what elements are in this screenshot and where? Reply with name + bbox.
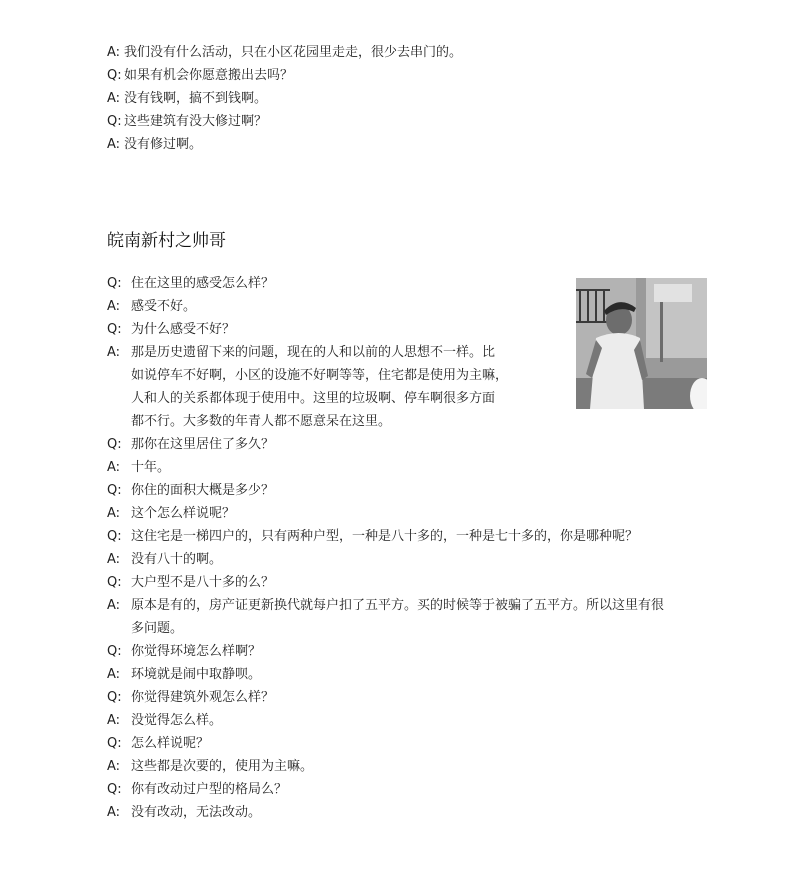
qa-text: 你觉得环境怎么样啊？ <box>131 644 262 659</box>
speaker-label: A: <box>107 45 121 60</box>
qa-text: 这些建筑有没大修过啊？ <box>124 114 268 129</box>
qa-line <box>107 64 462 87</box>
speaker-label: Q: <box>107 437 122 452</box>
speaker-label: A: <box>107 299 121 314</box>
qa-text: 这住宅是一梯四户的，只有两种户型，一种是八十多的，一种是七十多的，你是哪种呢？ <box>131 529 639 544</box>
qa-text-line: 原本是有的，房产证更新换代就每户扣了五平方。买的时候等于被骗了五平方。所以这里有很 <box>131 598 665 613</box>
qa-item <box>107 755 664 778</box>
qa-item <box>107 640 664 663</box>
qa-text: 这个怎么样说呢？ <box>131 506 236 521</box>
qa-line <box>107 87 462 110</box>
intro-qa-list <box>107 41 462 156</box>
speaker-label: A: <box>107 552 121 567</box>
speaker-label: A: <box>107 759 121 774</box>
qa-line <box>107 110 462 133</box>
speaker-label: Q: <box>107 736 122 751</box>
speaker-label: A: <box>107 345 121 360</box>
qa-item <box>107 295 664 318</box>
speaker-label: Q: <box>107 575 122 590</box>
qa-text-line: 都不行。大多数的年青人都不愿意呆在这里。 <box>131 414 392 429</box>
speaker-label: Q: <box>107 782 122 797</box>
speaker-label: Q: <box>107 68 122 83</box>
qa-text: 环境就是闹中取静呗。 <box>131 667 262 682</box>
speaker-label: A: <box>107 598 121 613</box>
qa-text: 你住的面积大概是多少？ <box>131 483 275 498</box>
qa-item <box>107 479 664 502</box>
speaker-label: Q: <box>107 322 122 337</box>
qa-text: 感受不好。 <box>131 299 197 314</box>
qa-text: 没觉得怎么样。 <box>131 713 223 728</box>
qa-item <box>107 456 664 479</box>
qa-text: 住在这里的感受怎么样？ <box>131 276 275 291</box>
qa-text-line: 如说停车不好啊，小区的设施不好啊等等，住宅都是使用为主嘛， <box>131 368 509 383</box>
qa-text: 没有钱啊，搞不到钱啊。 <box>124 91 268 106</box>
qa-text: 十年。 <box>131 460 171 475</box>
interview-qa-list <box>107 272 664 824</box>
speaker-label: Q: <box>107 114 122 129</box>
qa-text: 你觉得建筑外观怎么样？ <box>131 690 275 705</box>
qa-text: 我们没有什么活动，只在小区花园里走走，很少去串门的。 <box>124 45 463 60</box>
speaker-label: Q: <box>107 644 122 659</box>
speaker-label: A: <box>107 91 121 106</box>
speaker-label: A: <box>107 460 121 475</box>
qa-item <box>107 594 664 640</box>
speaker-label: A: <box>107 713 121 728</box>
section-title: 皖南新村之帅哥 <box>107 231 226 251</box>
qa-item <box>107 571 664 594</box>
qa-line <box>107 133 462 156</box>
qa-item <box>107 433 664 456</box>
qa-item <box>107 502 664 525</box>
speaker-label: A: <box>107 137 121 152</box>
qa-text: 没有改动，无法改动。 <box>131 805 262 820</box>
qa-text: 为什么感受不好？ <box>131 322 236 337</box>
speaker-label: Q: <box>107 483 122 498</box>
qa-item <box>107 525 664 548</box>
qa-text-line: 人和人的关系都体现于使用中。这里的垃圾啊、停车啊很多方面 <box>131 391 496 406</box>
speaker-label: A: <box>107 805 121 820</box>
qa-item <box>107 709 664 732</box>
qa-text: 你有改动过户型的格局么？ <box>131 782 288 797</box>
qa-item <box>107 318 664 341</box>
qa-item <box>107 732 664 755</box>
qa-text: 没有八十的啊。 <box>131 552 223 567</box>
qa-text: 怎么样说呢？ <box>131 736 210 751</box>
qa-item <box>107 801 664 824</box>
speaker-label: Q: <box>107 276 122 291</box>
qa-item <box>107 272 664 295</box>
qa-text-line: 多问题。 <box>131 621 184 636</box>
qa-item <box>107 778 664 801</box>
speaker-label: A: <box>107 667 121 682</box>
qa-line <box>107 41 462 64</box>
speaker-label: A: <box>107 506 121 521</box>
qa-text: 这些都是次要的，使用为主嘛。 <box>131 759 314 774</box>
qa-text-line: 那是历史遗留下来的问题，现在的人和以前的人思想不一样。比 <box>131 345 496 360</box>
qa-text: 没有修过啊。 <box>124 137 203 152</box>
qa-item <box>107 663 664 686</box>
qa-item <box>107 341 664 433</box>
qa-text: 大户型不是八十多的么？ <box>131 575 275 590</box>
qa-item <box>107 686 664 709</box>
qa-text: 那你在这里居住了多久？ <box>131 437 275 452</box>
speaker-label: Q: <box>107 690 122 705</box>
qa-text: 如果有机会你愿意搬出去吗？ <box>124 68 294 83</box>
speaker-label: Q: <box>107 529 122 544</box>
qa-item <box>107 548 664 571</box>
